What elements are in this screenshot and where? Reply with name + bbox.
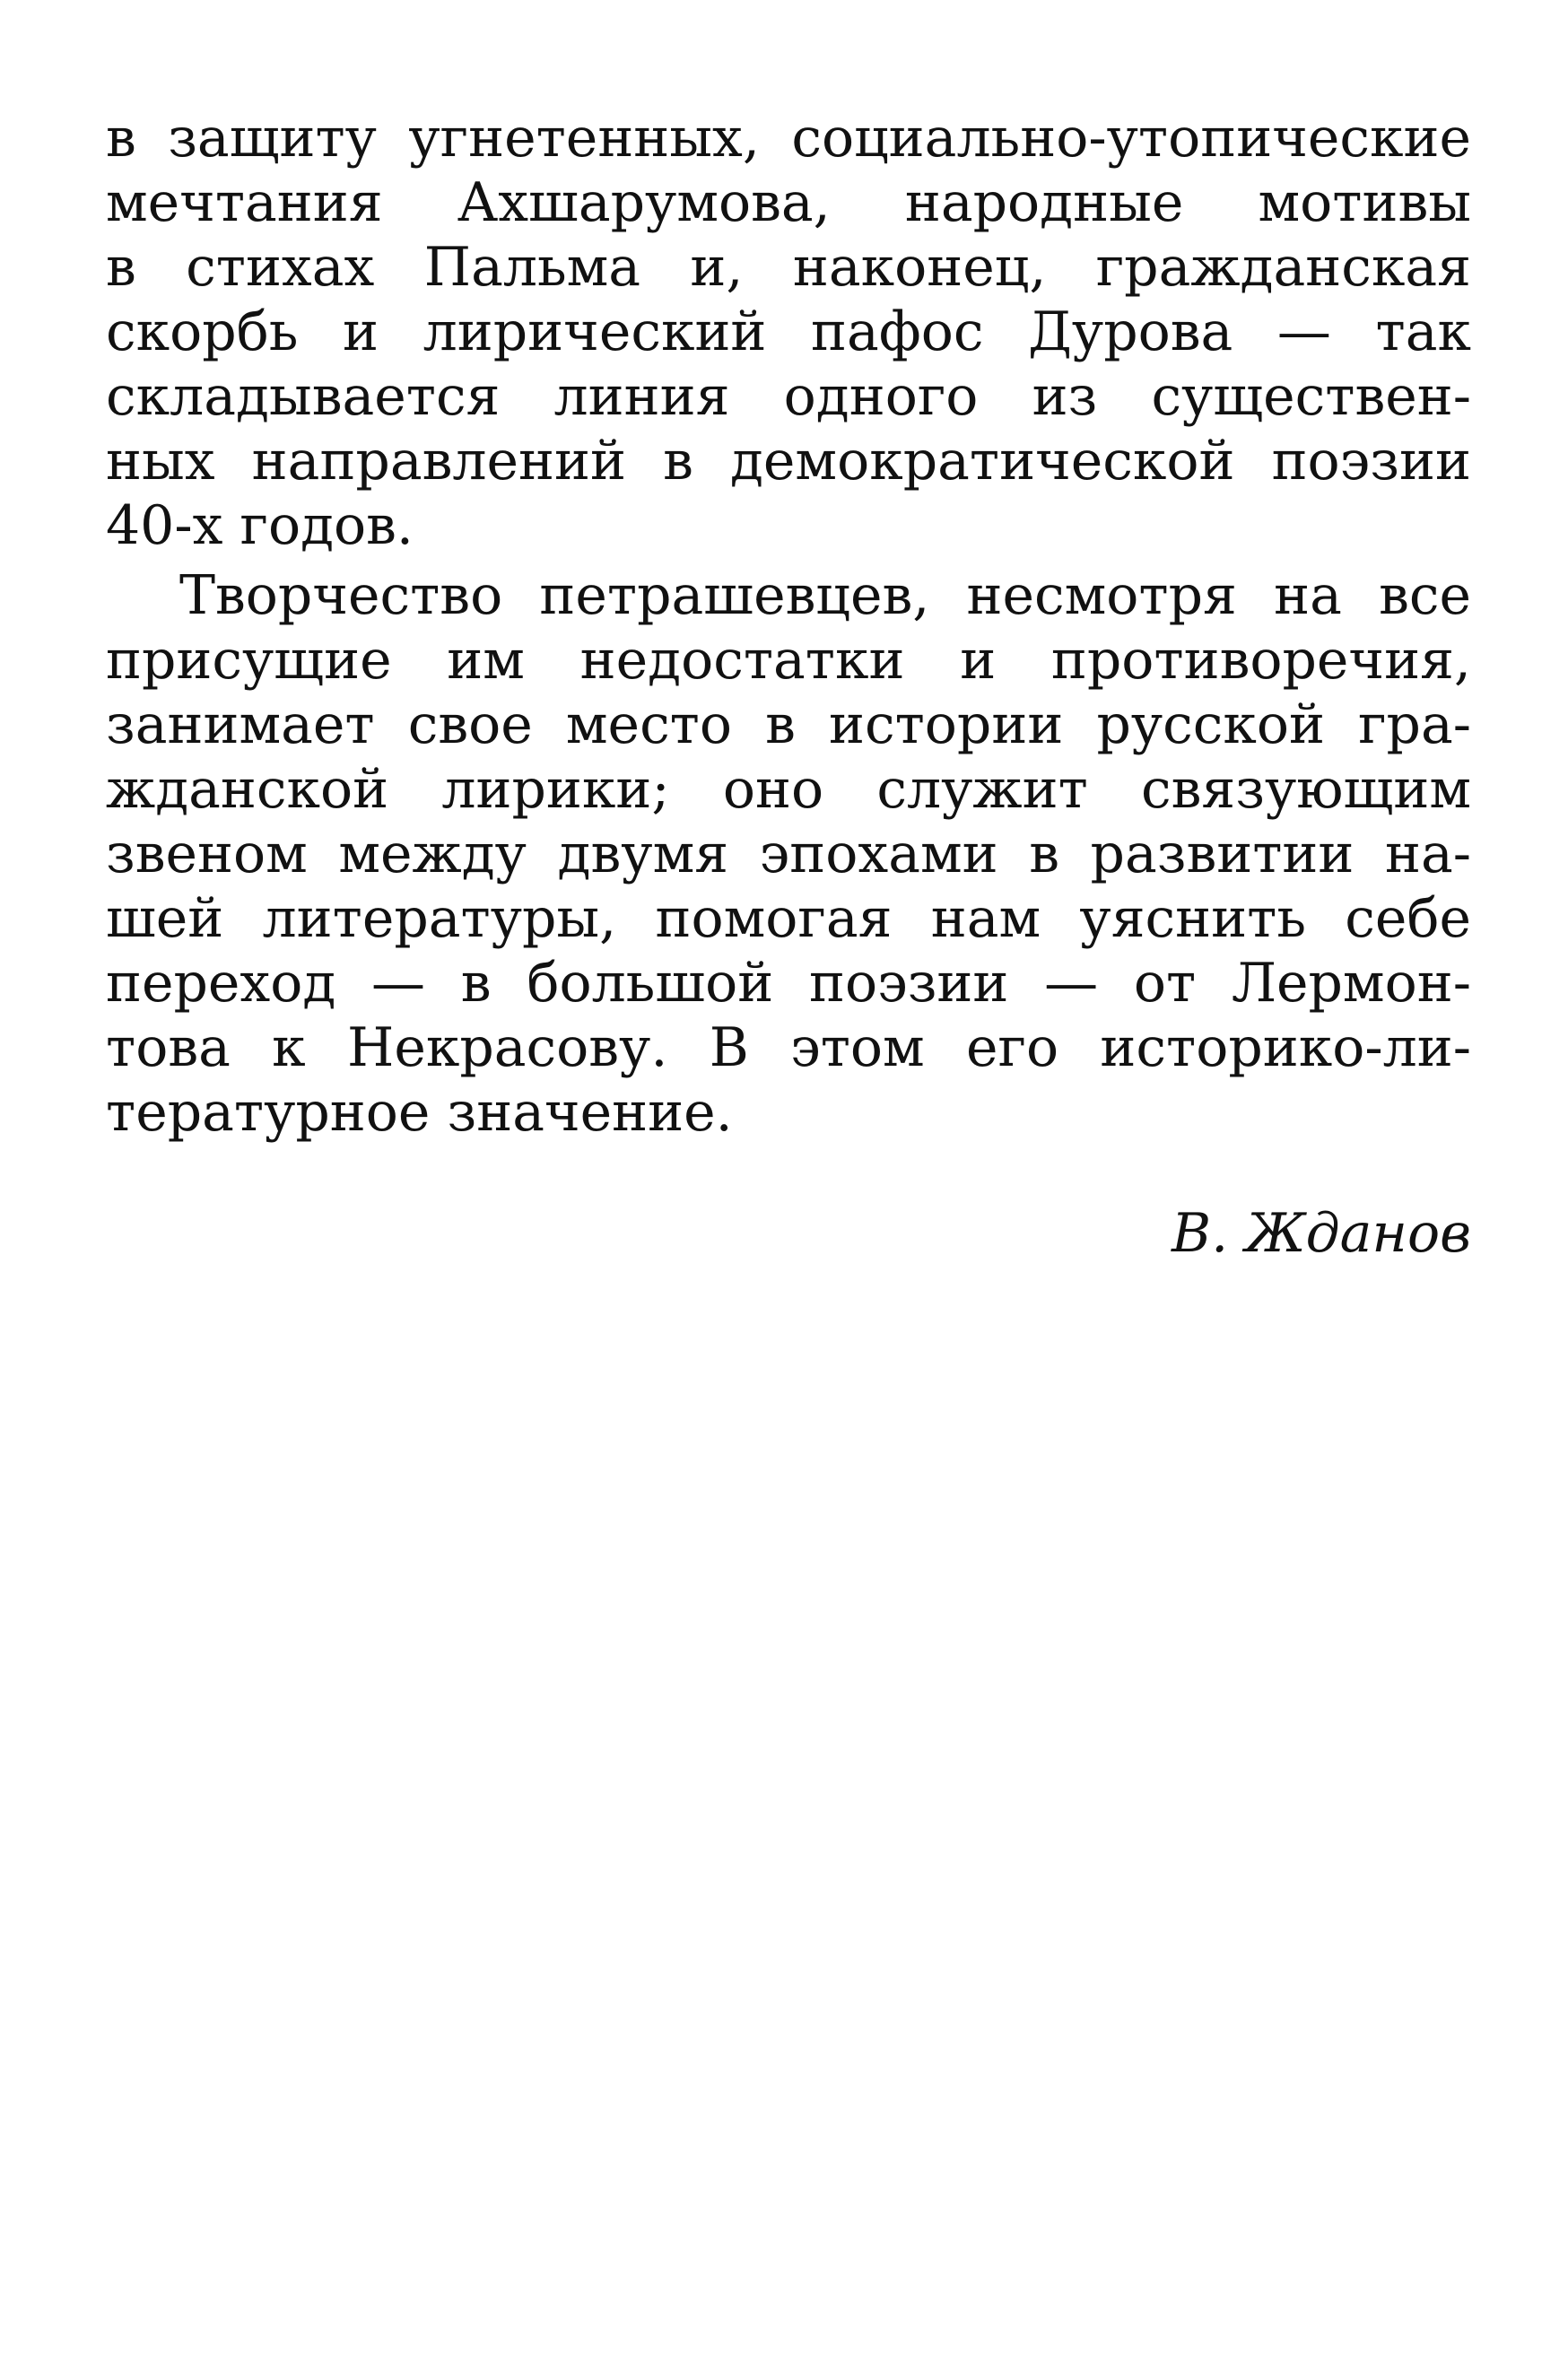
text-line: занимает свое место в истории русской гра- xyxy=(106,693,1471,756)
text-line: Творчество петрашевцев, несмотря на все xyxy=(179,564,1471,627)
text-line: ных направлений в демократической поэзии xyxy=(106,430,1471,492)
text-line: переход — в большой поэзии — от Лермон- xyxy=(106,952,1471,1015)
document-text xyxy=(106,106,1471,1150)
text-line: шей литературы, помогая нам уяснить себе xyxy=(106,887,1471,950)
text-line: жданской лирики; оно служит связующим xyxy=(106,758,1471,821)
text-line: звеном между двумя эпохами в развитии на- xyxy=(106,823,1471,885)
text-line: 40-х годов. xyxy=(106,494,414,557)
paragraph-1 xyxy=(106,106,1471,558)
text-line: тературное значение. xyxy=(106,1081,733,1144)
text-line: мечтания Ахшарумова, народные мотивы xyxy=(106,171,1471,234)
author-signature: В. Жданов xyxy=(1171,1202,1471,1265)
text-line: това к Некрасову. В этом его историко-ли- xyxy=(106,1016,1471,1079)
text-line: в стихах Пальма и, наконец, гражданская xyxy=(106,236,1471,299)
text-line: скорбь и лирический пафос Дурова — так xyxy=(106,301,1471,363)
text-line: в защиту угнетенных, социально-утопические xyxy=(106,107,1471,170)
text-line: присущие им недостатки и противоречия, xyxy=(106,629,1471,692)
text-line: складывается линия одного из существен- xyxy=(106,365,1471,428)
paragraph-2 xyxy=(106,563,1471,1145)
